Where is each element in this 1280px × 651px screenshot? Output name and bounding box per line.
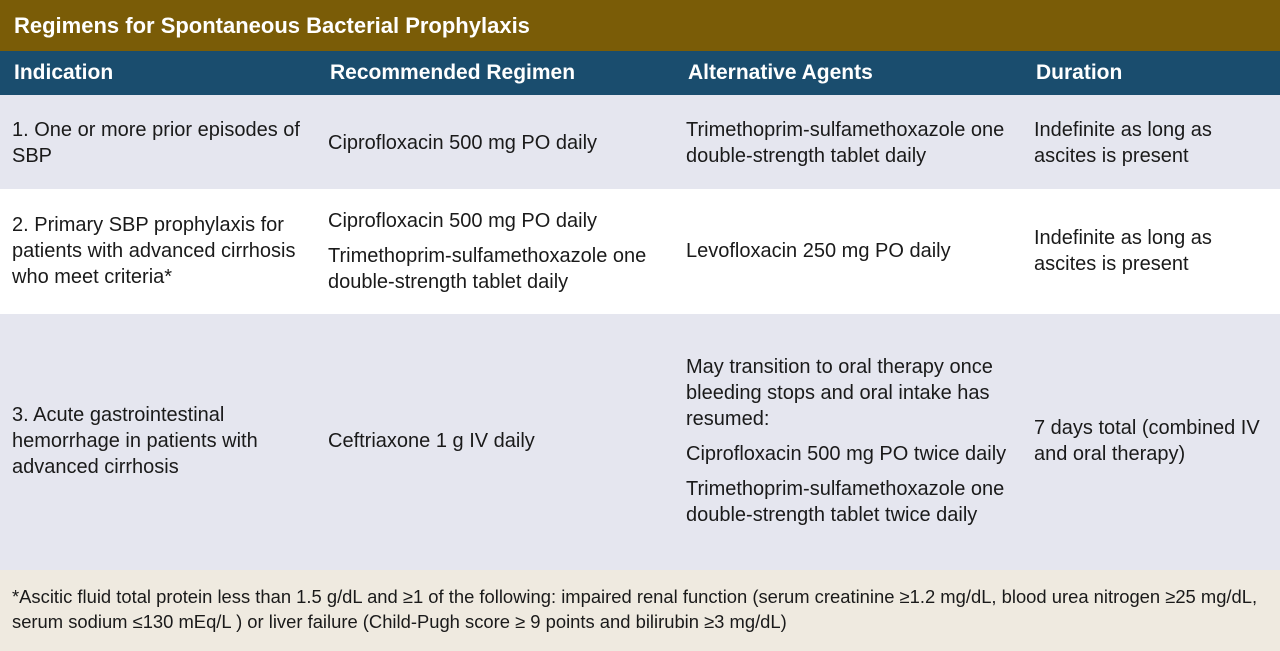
alternative-cell: [686, 95, 1021, 190]
regimen-text: Ceftriaxone 1 g IV daily: [328, 430, 535, 452]
indication-text: Primary SBP prophylaxis for patients with advanced cirrhosis who meet criteria*: [12, 214, 296, 288]
indication-number: 1.: [12, 118, 29, 141]
indication-cell: [12, 95, 302, 190]
row-divider: [0, 189, 1280, 192]
indication-cell: [12, 312, 302, 570]
indication-number: 2.: [12, 214, 29, 236]
alternative-text: May transition to oral therapy once bleeding stops and oral intake has resumed:: [686, 356, 993, 430]
table-row: [0, 312, 1280, 570]
header-duration: Duration: [1036, 61, 1123, 84]
header-alternative: Alternative Agents: [688, 61, 873, 84]
regimen-cell: [328, 95, 673, 190]
alternative-text: Levofloxacin 250 mg PO daily: [686, 240, 951, 262]
indication-cell: [12, 190, 302, 312]
duration-text: Indefinite as long as ascites is present: [1034, 118, 1212, 167]
table-row: [0, 190, 1280, 312]
duration-text: Indefinite as long as ascites is present: [1034, 227, 1212, 275]
footnote: *Ascitic fluid total protein less than 1.5 g/dL and ≥1 of the following: impaired renal function (serum creatinine ≥1.2 mg/dL, blood urea nitrogen ≥25 mg/dL, serum sodium ≤130 mEq/L ) or liver failure (Child-Pugh score ≥ 9 points and bilirubin ≥3 mg/dL): [0, 570, 1280, 651]
regimen-text: Ciprofloxacin 500 mg PO daily: [328, 131, 598, 154]
table-title: Regimens for Spontaneous Bacterial Prophylaxis: [0, 0, 1280, 51]
table-header-row: [0, 51, 1280, 95]
alternative-text: Trimethoprim-sulfamethoxazole one double-strength tablet twice daily: [686, 478, 1005, 526]
alternative-text: Ciprofloxacin 500 mg PO twice daily: [686, 443, 1007, 465]
indication-text: One or more prior episodes of SBP: [12, 118, 300, 167]
duration-cell: [1034, 95, 1278, 190]
indication-number: 3.: [12, 404, 29, 426]
alternative-cell: [686, 312, 1021, 570]
regimen-text: Trimethoprim-sulfamethoxazole one double-strength tablet daily: [328, 244, 647, 293]
alternative-cell: [686, 190, 1021, 312]
indication-text: Acute gastrointestinal hemorrhage in patients with advanced cirrhosis: [12, 404, 258, 478]
table-row: [0, 95, 1280, 190]
regimen-text: Ciprofloxacin 500 mg PO daily: [328, 209, 598, 232]
header-regimen: Recommended Regimen: [330, 61, 576, 84]
regimen-cell: [328, 190, 673, 312]
regimen-cell: [328, 312, 673, 570]
row-divider: [0, 311, 1280, 314]
duration-text: 7 days total (combined IV and oral therapy): [1034, 417, 1260, 465]
header-indication: Indication: [14, 61, 114, 84]
duration-cell: [1034, 190, 1278, 312]
alternative-text: Trimethoprim-sulfamethoxazole one double-strength tablet daily: [686, 118, 1005, 167]
duration-cell: [1034, 312, 1278, 570]
